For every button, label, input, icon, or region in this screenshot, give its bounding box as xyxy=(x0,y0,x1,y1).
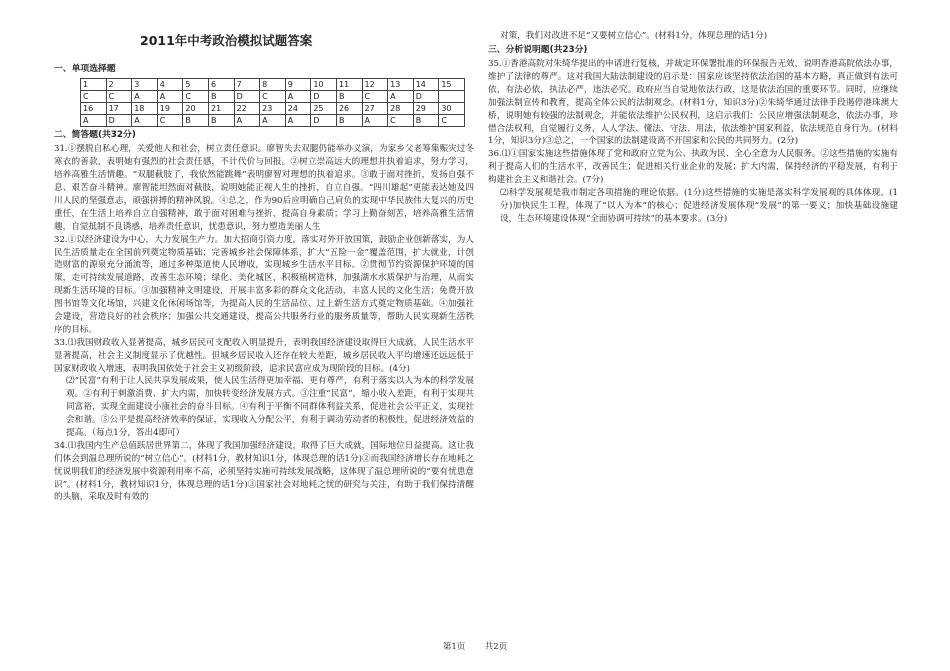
page-footer xyxy=(0,641,950,654)
table-cell: 13 xyxy=(388,79,414,91)
table-cell: A xyxy=(234,115,260,127)
table-cell: A xyxy=(362,115,388,127)
table-cell: 28 xyxy=(388,103,414,115)
table-row xyxy=(81,103,465,115)
table-cell: 16 xyxy=(81,103,107,115)
table-cell: 12 xyxy=(362,79,388,91)
answer-33-part1: 33.⑴我国财政收入显著提高，城乡居民可支配收入明显提升，表明我国经济建设取得巨大成就，人民生活水平显著提高，社会主义制度显示了优越性。但城乡居民收入还存在较大差距，城乡居民收入平均增速还远远低于国家财政收入增速，表明我国依处于社会主义初级阶段，追求民富应成为现阶段的目标。(4分) xyxy=(54,337,474,374)
table-cell: 25 xyxy=(311,103,337,115)
table-cell: C xyxy=(106,91,132,103)
table-cell: C xyxy=(157,115,183,127)
table-row xyxy=(81,115,465,127)
table-cell: A xyxy=(285,91,311,103)
table-cell: B xyxy=(183,115,209,127)
table-cell: D xyxy=(413,91,439,103)
table-cell: 9 xyxy=(285,79,311,91)
table-cell: 11 xyxy=(336,79,362,91)
answer-33-part2: ⑵“民富”有利于让人民共享发展成果，使人民生活得更加幸福、更有尊严，有利于落实以人为本的科学发展观。②有利于刺激消费、扩大内需，加快转变经济发展方式。③注重“民富”，缩小收入差距，有利于实现共同富裕，实现全面建设小康社会的奋斗目标。④有利于平衡不同群体利益关系，促进社会公平正义，实现社会和谐。⑤公平是提高经济效率的保证，实现收入分配公平，有利于调动劳动者的积极性，促进经济效益的提高。（每点1分，答出4即可） xyxy=(66,376,474,438)
table-cell: 18 xyxy=(132,103,158,115)
answer-36-part2: ⑵科学发展观是我市制定各项措施的理论依据。(1分)这些措施的实施是落实科学发展观的具体体现。(1分)加快民生工程，体现了“以人为本”的核心；促进经济发展体现“发展”的第一要义；加快基础设施建设，生态环境建设体现“全面协调可持续”的基本要求。(3分) xyxy=(500,187,898,224)
table-cell: 29 xyxy=(413,103,439,115)
table-cell: B xyxy=(336,115,362,127)
table-cell: C xyxy=(183,91,209,103)
table-cell: B xyxy=(413,115,439,127)
table-cell: 8 xyxy=(260,79,286,91)
table-cell: 10 xyxy=(311,79,337,91)
table-cell: 3 xyxy=(132,79,158,91)
answer-35: 35.①香港高院对朱绮华提出的申请进行复核，并裁定环保署批准的环保报告无效，说明香港高院依法办事，维护了法律的尊严。这对我国大陆法制建设的启示是：国家应该坚持依法治国的基本方略，真正做到有法可依，有法必依，执法必严，违法必究。政府应当自觉地依法行政，这是依法治国的重要环节。同时，应继续加强法制宣传和教育，提高全体公民的法制观念。(材料1分，知识3分)②朱绮华通过法律手段遏停港珠澳大桥，说明她有较强的法制观念，并能依法维护公民权利，这启示我们：公民应增强法制观念，依法办事，珍惜合法权利，自觉履行义务，人人学法、懂法、守法、用法，依法维护国家利益，依法规范自身行为。(材料1分，知识3分)③总之，一个国家的法制建设离不开国家和公民的共同努力。(2分) xyxy=(488,59,898,147)
table-cell: 7 xyxy=(234,79,260,91)
answer-31: 31.①摆脱自私心理，关爱他人和社会，树立责任意识。廖智失去双腿仍能举办义演，为家乡父老筹集赈灾过冬寒衣的善款，表明她有强烈的社会责任感，不计代价与回报。②树立崇高远大的理想并执着追求，努力学习，培养高雅生活情趣。“双腿截肢了，我依然能跳舞”表明廖智对理想的执着追求。③敢于面对挫折，发扬自强不息、艰苦奋斗精神。廖智能坦然面对截肢，说明她能正视人生的挫折，自立自强。“四川雄起”更能表达她及四川人民的坚强意志，顽强拼搏的精神风貌。④总之，作为90后应明确自己肩负的实现中华民族伟大复兴的历史重任，在生活上培养自立自强精神，敢于面对困难与挫折，提高自身素质；学习上勤奋刻苦，培养高雅生活情趣，自觉抵制不良诱惑，培养责任意识，忧患意识，努力塑造美丽人生 xyxy=(54,144,474,232)
table-cell: A xyxy=(260,115,286,127)
table-cell: 19 xyxy=(157,103,183,115)
table-cell: C xyxy=(362,91,388,103)
table-cell: A xyxy=(388,91,414,103)
table-cell: 23 xyxy=(260,103,286,115)
table-cell: B xyxy=(208,91,234,103)
table-cell: 21 xyxy=(208,103,234,115)
table-cell: D xyxy=(311,91,337,103)
table-cell: 24 xyxy=(285,103,311,115)
table-cell: D xyxy=(234,91,260,103)
table-row xyxy=(81,79,465,91)
section-heading-analysis: 三、分析说明题(共23分) xyxy=(488,44,588,55)
table-cell: B xyxy=(336,91,362,103)
answer-table xyxy=(80,78,465,127)
table-cell: D xyxy=(106,115,132,127)
table-cell: D xyxy=(311,115,337,127)
answer-32: 32.①以经济建设为中心，大力发展生产力。加大招商引资力度，落实对外开放国策，鼓励企业创新落实，为人民生活质量走在全国前列奠定物质基础；完善城乡社会保障体系，扩大“五险一金”覆盖范围，扩大就业，计创造财富的源泉充分涌流等，通过多种渠道使人民增收，实现城乡生活水平目标。②贯彻节约资源保护环境的国策，走可持续发展道路，改善生态环境；绿化、美化城区，积极植树造林，加强湖水水质保护与治理，从而实现新生活环境的目标。③加强精神文明建设，开展丰富多彩的群众文化活动，丰富人民的文化生活；免费开放图书馆等文化场馆，兴建文化休闲场馆等，为提高人民的生活品位、过上新生活方式奠定物质基础。④加强社会建设，营造良好的社会秩序；加强公共交通建设，提高公共服务行业的服务质量等，帮助人民实现新生活秩序的目标。 xyxy=(54,234,474,335)
table-cell: 1 xyxy=(81,79,107,91)
table-cell: B xyxy=(208,115,234,127)
table-cell: 4 xyxy=(157,79,183,91)
table-cell: 6 xyxy=(208,79,234,91)
table-cell: A xyxy=(157,91,183,103)
table-cell: 15 xyxy=(439,79,465,91)
page-number: 第1页 xyxy=(442,642,466,652)
total-pages: 共2页 xyxy=(484,642,508,652)
table-cell: 30 xyxy=(439,103,465,115)
page-title: 2011年中考政治模拟试题答案 xyxy=(140,33,313,48)
table-cell: 20 xyxy=(183,103,209,115)
table-cell: C xyxy=(439,115,465,127)
section-heading-multiple-choice: 一、单项选择题 xyxy=(54,64,116,74)
table-cell: 14 xyxy=(413,79,439,91)
table-cell: A xyxy=(132,91,158,103)
table-row xyxy=(81,91,465,103)
table-cell: A xyxy=(81,115,107,127)
table-cell: 2 xyxy=(106,79,132,91)
table-cell: C xyxy=(388,115,414,127)
table-cell xyxy=(439,91,465,103)
table-cell: C xyxy=(81,91,107,103)
left-column xyxy=(54,48,474,504)
table-cell: C xyxy=(260,91,286,103)
table-cell: A xyxy=(285,115,311,127)
answer-34: 34.⑴我国内生产总值跃居世界第二，体现了我国加强经济建设，取得了巨大成就，国际地位日益提高。这让我们体会到温总理所说的“树立信心”。(材料1分，教材知识1分，体现总理的话1分)②而我国经济增长存在地耗之忧说明我们的经济发展中资源利用率不高，必须坚持实施可持续发展战略，这体现了温总理所说的“要有忧患意识”。(材料1分，教材知识1分，体现总理的话1分)③国家社会对地耗之忧的研究与关注，有助于我们保持清醒的头脑，采取及时有效的 xyxy=(54,440,474,503)
answer-36-part1: 36.⑴①国家实施这些措施体现了党和政府立党为公、执政为民、全心全意为人民服务。②这些措施的实施有利于提高人们的生活水平，改善民生；促进相关行业企业的发展；扩大内需，保持经济的平稳发展，有利于构建社会主义和谐社会。(7分) xyxy=(488,149,898,186)
table-cell: A xyxy=(132,115,158,127)
table-cell: 27 xyxy=(362,103,388,115)
answer-34-continued: 对策，我们对改进不足“又要树立信心”。(材料1分，体现总理的话1分) xyxy=(500,31,768,41)
table-cell: 26 xyxy=(336,103,362,115)
table-cell: 22 xyxy=(234,103,260,115)
table-cell: 5 xyxy=(183,79,209,91)
right-column xyxy=(488,30,898,226)
table-cell: 17 xyxy=(106,103,132,115)
section-heading-short-answer: 二、简答题(共32分) xyxy=(54,130,136,141)
